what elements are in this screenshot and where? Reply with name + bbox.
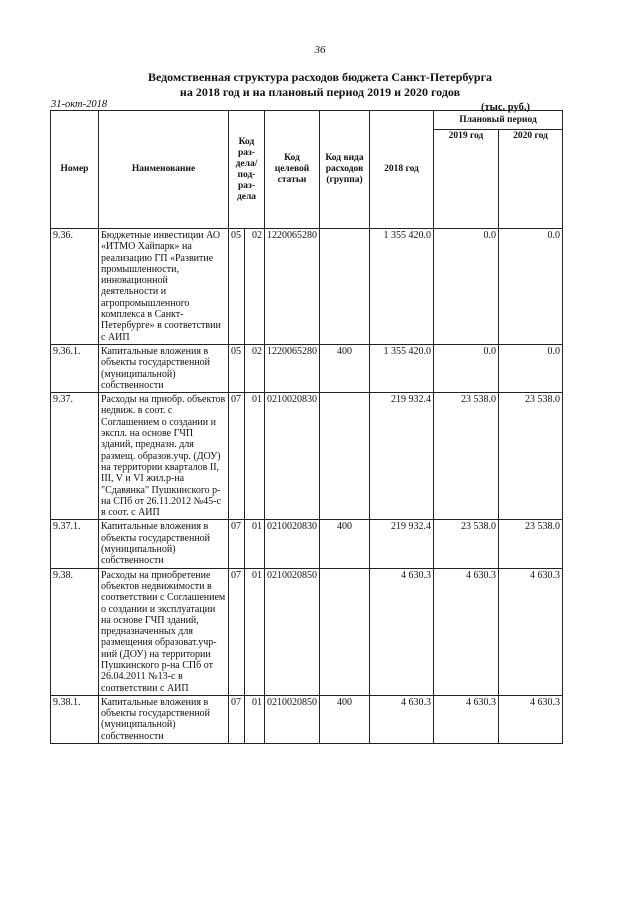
row-expense-type: 400: [320, 695, 370, 743]
row-2019: 0.0: [434, 229, 499, 345]
row-number: 9.37.: [51, 393, 99, 520]
col-header-number: Номер: [51, 111, 99, 229]
report-date: 31-окт-2018: [51, 99, 108, 110]
table-row: [51, 520, 563, 568]
row-2020: 4 630.3: [499, 695, 563, 743]
row-2019: 4 630.3: [434, 695, 499, 743]
row-target: 0210020830: [265, 520, 320, 568]
table-row: [51, 695, 563, 743]
row-target: 0210020850: [265, 695, 320, 743]
row-name: Бюджетные инвестиции АО «ИТМО Хайпарк» на реализацию ГП «Развитие промышленности, инновационной деятельности и агропромышленного комплекса в Санкт-Петербурге» в соответствии с АИП: [99, 229, 229, 345]
row-expense-type: [320, 568, 370, 695]
document-title: [0, 70, 640, 100]
row-name: Расходы на приобретение объектов недвижимости в соответствии с Соглашением о создании и эксплуатации на основе ГЧП зданий, предназначенных для размещения образоват.учр-ний (ДОУ) на территории Пушкинского р-на СПб от 26.04.2011 №13-с в соответствии с АИП: [99, 568, 229, 695]
row-name: Расходы на приобр. объектов недвиж. в соот. с Соглашением о создании и экспл. на основе ГЧП зданий, предназн. для размещ. образов.учр. (ДОУ) на территории кварталов II, III, V и VI жил.р-на "Сдавянка" Пушкинского р-на СПб от 26.11.2012 №45-с в соот. с АИП: [99, 393, 229, 520]
row-2020: 0.0: [499, 344, 563, 392]
row-2020: 23 538.0: [499, 520, 563, 568]
row-2020: 0.0: [499, 229, 563, 345]
row-2019: 23 538.0: [434, 393, 499, 520]
row-number: 9.36.1.: [51, 344, 99, 392]
row-podrazdel: 01: [245, 393, 265, 520]
table-row: [51, 229, 563, 345]
col-header-expense-type: Код вида расходов (группа): [320, 111, 370, 229]
row-expense-type: [320, 229, 370, 345]
col-header-razdel: Код раз-дела/ под-раз-дела: [229, 111, 265, 229]
header-row-1: [51, 111, 563, 130]
row-number: 9.38.: [51, 568, 99, 695]
page-number: 36: [314, 44, 326, 56]
row-2018: 1 355 420.0: [370, 229, 434, 345]
col-header-name: Наименование: [99, 111, 229, 229]
row-podrazdel: 01: [245, 568, 265, 695]
row-target: 0210020850: [265, 568, 320, 695]
row-2019: 0.0: [434, 344, 499, 392]
row-podrazdel: 01: [245, 520, 265, 568]
row-podrazdel: 01: [245, 695, 265, 743]
row-name: Капитальные вложения в объекты государственной (муниципальной) собственности: [99, 344, 229, 392]
row-name: Капитальные вложения в объекты государственной (муниципальной) собственности: [99, 520, 229, 568]
row-razdel: 07: [229, 393, 245, 520]
col-header-target: Код целевой статьи: [265, 111, 320, 229]
col-header-planned-period: Плановый период: [434, 111, 563, 130]
title-line-2: на 2018 год и на плановый период 2019 и 2020 годов: [179, 85, 461, 99]
row-target: 1220065280: [265, 344, 320, 392]
title-line-1: Ведомственная структура расходов бюджета Санкт-Петербурга: [147, 70, 493, 84]
row-2018: 1 355 420.0: [370, 344, 434, 392]
row-2020: 4 630.3: [499, 568, 563, 695]
row-razdel: 07: [229, 520, 245, 568]
row-podrazdel: 02: [245, 344, 265, 392]
row-expense-type: 400: [320, 520, 370, 568]
row-razdel: 07: [229, 568, 245, 695]
col-header-2018: 2018 год: [370, 111, 434, 229]
row-name: Капитальные вложения в объекты государственной (муниципальной) собственности: [99, 695, 229, 743]
row-razdel: 07: [229, 695, 245, 743]
budget-table: [50, 110, 563, 744]
row-2018: 219 932.4: [370, 520, 434, 568]
row-2018: 4 630.3: [370, 568, 434, 695]
col-header-2019: 2019 год: [434, 130, 499, 229]
row-target: 0210020830: [265, 393, 320, 520]
col-header-2020: 2020 год: [499, 130, 563, 229]
row-target: 1220065280: [265, 229, 320, 345]
row-expense-type: [320, 393, 370, 520]
units-label: (тыс. руб.): [481, 102, 530, 113]
row-expense-type: 400: [320, 344, 370, 392]
row-razdel: 05: [229, 229, 245, 345]
row-2018: 219 932.4: [370, 393, 434, 520]
row-podrazdel: 02: [245, 229, 265, 345]
row-number: 9.37.1.: [51, 520, 99, 568]
table-row: [51, 568, 563, 695]
row-razdel: 05: [229, 344, 245, 392]
row-number: 9.36.: [51, 229, 99, 345]
row-2019: 4 630.3: [434, 568, 499, 695]
row-2019: 23 538.0: [434, 520, 499, 568]
row-number: 9.38.1.: [51, 695, 99, 743]
table-row: [51, 344, 563, 392]
row-2020: 23 538.0: [499, 393, 563, 520]
row-2018: 4 630.3: [370, 695, 434, 743]
table-row: [51, 393, 563, 520]
